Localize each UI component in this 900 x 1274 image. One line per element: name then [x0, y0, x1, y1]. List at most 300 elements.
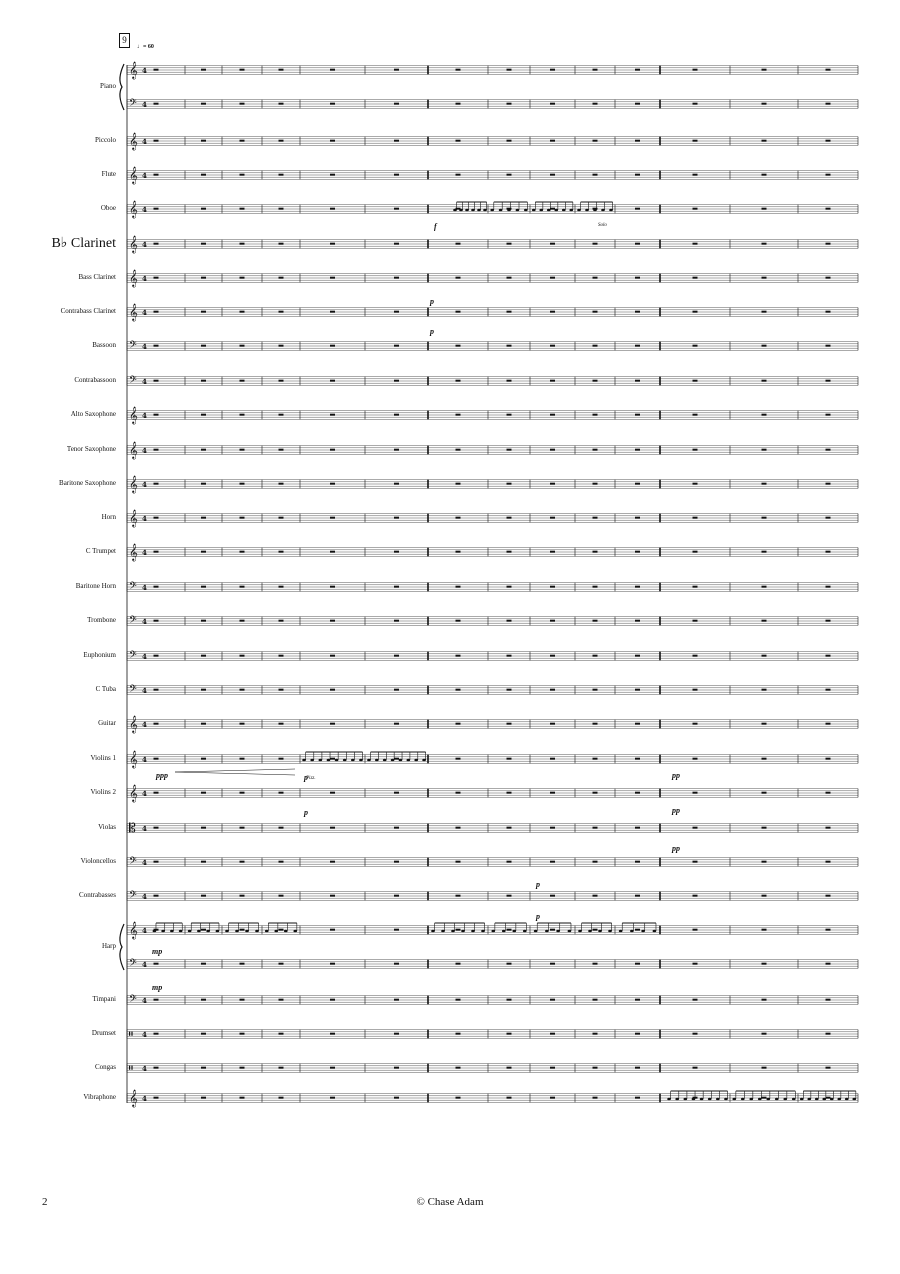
measure-rest: [279, 689, 284, 691]
time-signature: 4: [142, 926, 147, 935]
measure-rest: [240, 999, 245, 1001]
measure-rest: [201, 723, 206, 725]
measure-rest: [507, 345, 512, 347]
dynamic-marking: p: [304, 808, 308, 817]
harp-note: [225, 930, 229, 933]
measure-rest: [279, 103, 284, 105]
measure-rest: [154, 861, 159, 863]
instrument-label: Horn: [101, 513, 116, 521]
measure-rest: [154, 689, 159, 691]
violin1-note: [407, 759, 411, 762]
harp-note: [293, 930, 297, 933]
measure-rest: [279, 861, 284, 863]
measure-rest: [154, 174, 159, 176]
measure-rest: [394, 277, 399, 279]
harp-note: [630, 930, 634, 933]
measure-rest: [693, 277, 698, 279]
vibraphone-note: [675, 1098, 679, 1101]
measure-rest: [762, 999, 767, 1001]
measure-rest: [635, 586, 640, 588]
measure-rest: [826, 483, 831, 485]
vibraphone-note: [724, 1098, 728, 1101]
harp-note: [235, 930, 239, 933]
treble-clef: 𝄞: [129, 784, 138, 802]
measure-rest: [154, 827, 159, 829]
measure-rest: [394, 414, 399, 416]
instrument-label: Euphonium: [83, 651, 116, 659]
measure-rest: [507, 963, 512, 965]
dynamic-marking: p: [536, 880, 540, 889]
measure-rest: [635, 758, 640, 760]
measure-rest: [240, 174, 245, 176]
measure-rest: [279, 345, 284, 347]
measure-rest: [507, 311, 512, 313]
instrument-label: Vibraphone: [83, 1093, 116, 1101]
harp-note: [284, 930, 288, 933]
measure-rest: [279, 999, 284, 1001]
measure-rest: [394, 861, 399, 863]
measure-rest: [826, 277, 831, 279]
measure-rest: [826, 689, 831, 691]
instrument-label: Baritone Horn: [75, 582, 116, 590]
measure-rest: [550, 103, 555, 105]
measure-rest: [201, 551, 206, 553]
perc-clef: 𝄥: [129, 1061, 133, 1075]
treble-clef: 𝄞: [129, 715, 138, 733]
harp-note: [608, 930, 612, 933]
measure-rest: [394, 1033, 399, 1035]
measure-rest: [507, 1067, 512, 1069]
measure-rest: [826, 414, 831, 416]
measure-rest: [826, 723, 831, 725]
measure-rest: [826, 1067, 831, 1069]
measure-rest: [279, 277, 284, 279]
measure-rest: [635, 103, 640, 105]
measure-rest: [550, 517, 555, 519]
measure-rest: [456, 1033, 461, 1035]
harp-note: [179, 930, 183, 933]
measure-rest: [330, 208, 335, 210]
measure-rest: [154, 243, 159, 245]
measure-rest: [240, 243, 245, 245]
measure-rest: [826, 586, 831, 588]
measure-rest: [507, 655, 512, 657]
measure-rest: [507, 174, 512, 176]
measure-rest: [279, 929, 284, 931]
measure-rest: [507, 69, 512, 71]
measure-rest: [456, 827, 461, 829]
violin1-note: [351, 759, 355, 762]
measure-rest: [154, 1033, 159, 1035]
time-signature: 4: [142, 100, 147, 109]
harp-note: [451, 930, 455, 933]
measure-rest: [330, 1097, 335, 1099]
violin1-note: [399, 759, 403, 762]
measure-rest: [507, 861, 512, 863]
time-signature: 4: [142, 66, 147, 75]
instrument-label: Flute: [101, 170, 116, 178]
measure-rest: [240, 483, 245, 485]
measure-rest: [762, 586, 767, 588]
measure-rest: [550, 963, 555, 965]
measure-rest: [240, 792, 245, 794]
measure-rest: [635, 243, 640, 245]
measure-rest: [394, 963, 399, 965]
measure-rest: [550, 140, 555, 142]
measure-rest: [762, 140, 767, 142]
measure-rest: [330, 655, 335, 657]
measure-rest: [550, 414, 555, 416]
measure-rest: [154, 758, 159, 760]
instrument-label: Bass Clarinet: [78, 273, 116, 281]
measure-rest: [240, 895, 245, 897]
measure-rest: [456, 174, 461, 176]
measure-rest: [593, 311, 598, 313]
measure-rest: [635, 311, 640, 313]
oboe-note: [593, 209, 597, 212]
measure-rest: [240, 689, 245, 691]
measure-rest: [693, 551, 698, 553]
measure-rest: [201, 517, 206, 519]
measure-rest: [456, 551, 461, 553]
measure-rest: [635, 999, 640, 1001]
harp-note: [598, 930, 602, 933]
measure-rest: [693, 69, 698, 71]
measure-rest: [394, 758, 399, 760]
oboe-note: [609, 209, 613, 212]
vibraphone-note: [830, 1098, 834, 1101]
measure-rest: [693, 103, 698, 105]
measure-rest: [635, 895, 640, 897]
instrument-label: Violoncellos: [80, 857, 116, 865]
measure-rest: [240, 277, 245, 279]
measure-rest: [456, 311, 461, 313]
time-signature: 4: [142, 137, 147, 146]
measure-rest: [201, 999, 206, 1001]
oboe-note: [507, 209, 511, 212]
treble-clef: 𝄞: [129, 303, 138, 321]
instrument-label: Bassoon: [92, 341, 116, 349]
measure-rest: [456, 449, 461, 451]
measure-rest: [593, 861, 598, 863]
measure-rest: [550, 1033, 555, 1035]
measure-rest: [826, 140, 831, 142]
measure-rest: [635, 861, 640, 863]
measure-rest: [330, 586, 335, 588]
harp-note: [588, 930, 592, 933]
rehearsal-mark: 9: [119, 33, 130, 48]
measure-rest: [507, 689, 512, 691]
measure-rest: [593, 517, 598, 519]
bass-clef: 𝄢: [129, 580, 137, 594]
time-signature: 4: [142, 617, 147, 626]
measure-rest: [240, 929, 245, 931]
measure-rest: [154, 449, 159, 451]
measure-rest: [550, 483, 555, 485]
measure-rest: [456, 483, 461, 485]
instrument-label: Violas: [98, 823, 116, 831]
measure-rest: [762, 758, 767, 760]
harp-note: [641, 930, 645, 933]
measure-rest: [693, 586, 698, 588]
time-signature: 4: [142, 755, 147, 764]
instrument-label: Oboe: [100, 204, 116, 212]
violin1-note: [391, 759, 395, 762]
bass-clef: 𝄢: [129, 374, 137, 388]
treble-clef: 𝄞: [129, 406, 138, 424]
measure-rest: [762, 69, 767, 71]
oboe-note: [459, 209, 463, 212]
measure-rest: [507, 999, 512, 1001]
treble-clef: 𝄞: [129, 132, 138, 150]
time-signature: 4: [142, 720, 147, 729]
expression-text: Solo: [598, 223, 607, 228]
measure-rest: [762, 963, 767, 965]
measure-rest: [154, 345, 159, 347]
harp-note: [523, 930, 527, 933]
oboe-note: [539, 209, 543, 212]
measure-rest: [279, 963, 284, 965]
harp-note: [481, 930, 485, 933]
measure-rest: [593, 620, 598, 622]
harp-note: [534, 930, 538, 933]
measure-rest: [201, 414, 206, 416]
vibraphone-note: [741, 1098, 745, 1101]
measure-rest: [279, 140, 284, 142]
measure-rest: [826, 895, 831, 897]
measure-rest: [593, 827, 598, 829]
measure-rest: [154, 723, 159, 725]
instrument-label: Contrabassoon: [74, 376, 116, 384]
measure-rest: [201, 758, 206, 760]
measure-rest: [762, 277, 767, 279]
measure-rest: [330, 620, 335, 622]
measure-rest: [456, 1067, 461, 1069]
harp-note: [274, 930, 278, 933]
measure-rest: [550, 1097, 555, 1099]
measure-rest: [507, 792, 512, 794]
measure-rest: [507, 103, 512, 105]
instrument-label: Alto Saxophone: [70, 410, 116, 418]
measure-rest: [240, 620, 245, 622]
measure-rest: [550, 827, 555, 829]
vibraphone-note: [837, 1098, 841, 1101]
measure-rest: [762, 1097, 767, 1099]
violin1-note: [359, 759, 363, 762]
measure-rest: [762, 174, 767, 176]
time-signature: 4: [142, 652, 147, 661]
measure-rest: [826, 243, 831, 245]
measure-rest: [279, 174, 284, 176]
measure-rest: [330, 380, 335, 382]
measure-rest: [635, 1097, 640, 1099]
harp-note: [619, 930, 623, 933]
instrument-label: Baritone Saxophone: [59, 479, 116, 487]
measure-rest: [635, 140, 640, 142]
measure-rest: [826, 963, 831, 965]
time-signature: 4: [142, 858, 147, 867]
measure-rest: [507, 723, 512, 725]
measure-rest: [201, 1067, 206, 1069]
instrument-label: Piano: [100, 82, 116, 90]
measure-rest: [593, 345, 598, 347]
measure-rest: [394, 620, 399, 622]
violin1-note: [367, 759, 371, 762]
measure-rest: [693, 208, 698, 210]
measure-rest: [762, 449, 767, 451]
dynamic-marking: ppp: [156, 771, 168, 780]
measure-rest: [330, 483, 335, 485]
measure-rest: [330, 277, 335, 279]
measure-rest: [593, 174, 598, 176]
measure-rest: [394, 1097, 399, 1099]
harp-note: [441, 930, 445, 933]
measure-rest: [330, 311, 335, 313]
measure-rest: [593, 243, 598, 245]
time-signature: 4: [142, 377, 147, 386]
treble-clef: 𝄞: [129, 750, 138, 768]
vibraphone-note: [708, 1098, 712, 1101]
measure-rest: [154, 895, 159, 897]
measure-rest: [279, 827, 284, 829]
vibraphone-note: [684, 1098, 688, 1101]
measure-rest: [456, 963, 461, 965]
measure-rest: [330, 792, 335, 794]
measure-rest: [826, 620, 831, 622]
violin1-note: [383, 759, 387, 762]
measure-rest: [593, 999, 598, 1001]
measure-rest: [330, 758, 335, 760]
measure-rest: [693, 1033, 698, 1035]
oboe-note: [471, 209, 475, 212]
measure-rest: [635, 483, 640, 485]
measure-rest: [635, 620, 640, 622]
measure-rest: [456, 517, 461, 519]
measure-rest: [240, 586, 245, 588]
measure-rest: [826, 792, 831, 794]
measure-rest: [201, 1033, 206, 1035]
measure-rest: [550, 758, 555, 760]
measure-rest: [762, 895, 767, 897]
measure-rest: [456, 243, 461, 245]
measure-rest: [593, 103, 598, 105]
measure-rest: [762, 208, 767, 210]
oboe-note: [465, 209, 469, 212]
harp-note: [153, 930, 157, 933]
measure-rest: [635, 655, 640, 657]
time-signature: 4: [142, 1094, 147, 1103]
measure-rest: [279, 311, 284, 313]
violin1-note: [335, 759, 339, 762]
measure-rest: [635, 963, 640, 965]
measure-rest: [394, 551, 399, 553]
harp-note: [255, 930, 259, 933]
oboe-note: [532, 209, 536, 212]
measure-rest: [240, 963, 245, 965]
harp-note: [245, 930, 249, 933]
measure-rest: [154, 380, 159, 382]
measure-rest: [279, 1067, 284, 1069]
measure-rest: [279, 243, 284, 245]
bass-clef: 𝄢: [129, 889, 137, 903]
harp-note: [188, 930, 192, 933]
harp-note: [206, 930, 210, 933]
measure-rest: [154, 277, 159, 279]
measure-rest: [635, 174, 640, 176]
time-signature: 4: [142, 548, 147, 557]
alto-clef: 𝄡: [129, 821, 136, 835]
vibraphone-note: [775, 1098, 779, 1101]
measure-rest: [394, 449, 399, 451]
time-signature: 4: [142, 824, 147, 833]
measure-rest: [279, 380, 284, 382]
measure-rest: [394, 103, 399, 105]
violin1-note: [375, 759, 379, 762]
measure-rest: [279, 723, 284, 725]
measure-rest: [593, 414, 598, 416]
measure-rest: [279, 208, 284, 210]
treble-clef: 𝄞: [129, 61, 138, 79]
time-signature: 4: [142, 446, 147, 455]
measure-rest: [456, 861, 461, 863]
crescendo-hairpin: [175, 769, 295, 775]
measure-rest: [507, 517, 512, 519]
measure-rest: [394, 174, 399, 176]
measure-rest: [330, 414, 335, 416]
measure-rest: [456, 69, 461, 71]
measure-rest: [507, 827, 512, 829]
measure-rest: [154, 792, 159, 794]
measure-rest: [201, 792, 206, 794]
measure-rest: [201, 345, 206, 347]
measure-rest: [762, 620, 767, 622]
measure-rest: [550, 208, 555, 210]
measure-rest: [593, 483, 598, 485]
measure-rest: [240, 414, 245, 416]
measure-rest: [550, 655, 555, 657]
measure-rest: [240, 345, 245, 347]
vibraphone-note: [758, 1098, 762, 1101]
measure-rest: [330, 243, 335, 245]
measure-rest: [201, 483, 206, 485]
measure-rest: [279, 758, 284, 760]
measure-rest: [279, 655, 284, 657]
measure-rest: [456, 1097, 461, 1099]
measure-rest: [593, 929, 598, 931]
measure-rest: [593, 277, 598, 279]
measure-rest: [394, 999, 399, 1001]
copyright-notice: © Chase Adam: [416, 1196, 484, 1208]
measure-rest: [507, 620, 512, 622]
measure-rest: [279, 792, 284, 794]
measure-rest: [693, 140, 698, 142]
treble-clef: 𝄞: [129, 509, 138, 527]
harp-note: [545, 930, 549, 933]
measure-rest: [240, 517, 245, 519]
measure-rest: [635, 208, 640, 210]
measure-rest: [201, 69, 206, 71]
measure-rest: [507, 929, 512, 931]
measure-rest: [593, 758, 598, 760]
measure-rest: [201, 380, 206, 382]
measure-rest: [762, 723, 767, 725]
measure-rest: [693, 311, 698, 313]
measure-rest: [762, 655, 767, 657]
measure-rest: [154, 963, 159, 965]
dynamic-marking: p: [536, 912, 540, 921]
measure-rest: [456, 380, 461, 382]
bass-clef: 𝄢: [129, 683, 137, 697]
